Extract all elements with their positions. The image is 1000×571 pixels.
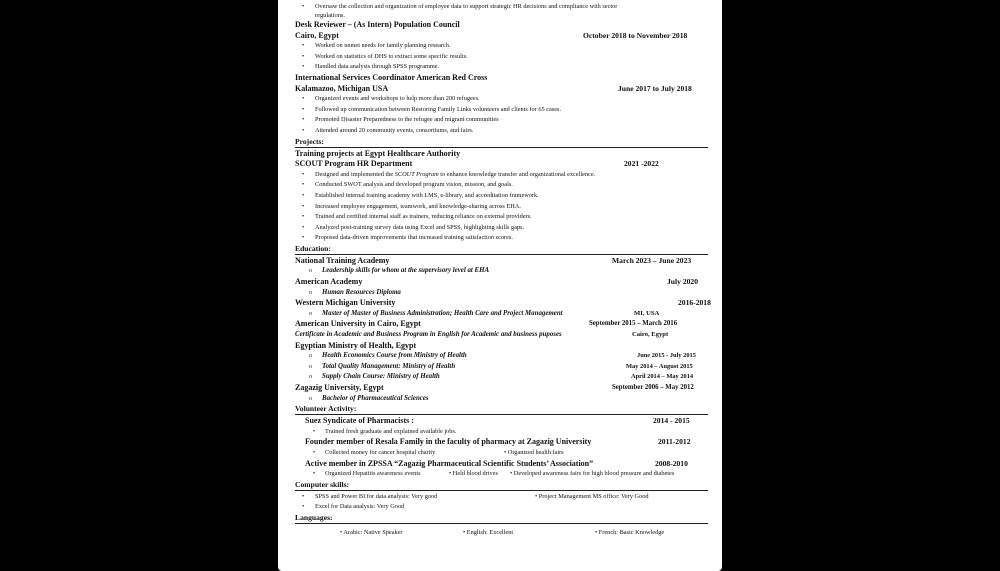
text: • Held blood drives xyxy=(449,470,498,478)
education-course xyxy=(295,362,708,373)
text: Western Michigan University xyxy=(295,298,396,308)
volunteer-row xyxy=(295,416,708,427)
job-title xyxy=(295,20,708,31)
text: Trained and certified internal staff as trainers, reducing reliance on external providers. xyxy=(315,213,532,221)
text: Bachelor of Pharmaceutical Sciences xyxy=(322,394,429,402)
text: Suez Syndicate of Pharmacists : xyxy=(305,416,414,426)
education-program xyxy=(295,266,708,277)
volunteer-row xyxy=(295,437,708,448)
text: Worked on statistics of DHS to extract some specific results. xyxy=(315,52,468,60)
text: 2016-2018 xyxy=(678,298,711,308)
list-item xyxy=(295,94,708,105)
text: American University in Cairo, Egypt xyxy=(295,319,421,329)
list-item xyxy=(295,62,708,73)
list-item xyxy=(295,223,708,234)
education-program xyxy=(295,288,708,299)
text: Analyzed post-training survey data using Excel and SPSS, highlighting skills gaps. xyxy=(315,223,525,231)
text: Master of Master of Business Administration; Health Care and Project Management xyxy=(322,309,563,317)
list-item xyxy=(295,191,708,202)
text: Handled data analysis through SPSS programme. xyxy=(315,63,440,71)
project-group-title xyxy=(295,149,708,160)
text: Education: xyxy=(295,243,331,253)
list-item xyxy=(295,41,708,52)
text: 2014 - 2015 xyxy=(653,416,690,426)
list-item xyxy=(295,202,708,213)
languages-row xyxy=(295,525,708,541)
resume-page xyxy=(278,0,722,571)
text: American Academy xyxy=(295,277,363,287)
text: Conducted SWOT analysis and developed program vision, mission, and goals. xyxy=(315,181,513,189)
text: Health Economics Course from Ministry of Health xyxy=(322,352,467,360)
text: National Training Academy xyxy=(295,255,390,265)
text: Languages: xyxy=(295,512,333,522)
education-certificate xyxy=(295,330,708,341)
text: Oversaw the collection and organization of employee data to support strategic HR decisions and compliance with sector xyxy=(315,3,618,10)
text: • Project Management MS office: Very Good xyxy=(535,492,649,500)
education-row xyxy=(295,277,708,288)
text: Trained fresh graduate and explained available jobs. xyxy=(325,427,457,435)
text: Active member in ZPSSA “Zagazig Pharmaceutical Scientific Students’ Association” xyxy=(305,458,594,468)
project-title-row xyxy=(295,159,708,170)
text: Founder member of Resala Family in the faculty of pharmacy at Zagazig University xyxy=(305,437,592,447)
text: Volunteer Activity: xyxy=(295,404,357,414)
section-heading-volunteer xyxy=(295,404,708,415)
text: March 2023 – June 2023 xyxy=(612,255,692,265)
text: Organized Hepatitis awareness events xyxy=(325,470,421,478)
volunteer-row xyxy=(295,459,708,470)
education-course xyxy=(295,351,708,362)
job-title xyxy=(295,73,708,84)
text: Promoted Disaster Preparedness to the refugee and migrant communities xyxy=(315,116,499,124)
list-item xyxy=(295,492,708,503)
text: September 2015 – March 2016 xyxy=(589,320,678,328)
job-location-row xyxy=(295,84,708,95)
text: to enhance knowledge transfer and organizational excellence. xyxy=(438,170,596,178)
text: SCOUT Program HR Department xyxy=(295,159,413,169)
text: September 2006 – May 2012 xyxy=(612,384,694,391)
resume-content xyxy=(295,2,711,541)
text: Leadership skills for whom at the supervisory level at EHA xyxy=(322,267,490,275)
list-item xyxy=(295,448,708,459)
list-item xyxy=(295,105,708,116)
list-item-continuation xyxy=(295,11,708,20)
list-item xyxy=(295,2,708,11)
text: October 2018 to November 2018 xyxy=(583,30,688,40)
education-course xyxy=(295,372,708,383)
list-item xyxy=(295,427,708,438)
text: • Organized health fairs xyxy=(504,448,564,456)
text: Projects: xyxy=(295,136,324,146)
list-item xyxy=(295,212,708,223)
list-item xyxy=(295,233,708,244)
text: Total Quality Management: Ministry of Health xyxy=(322,362,456,370)
section-heading-computer-skills xyxy=(295,480,708,491)
education-row xyxy=(295,256,708,267)
text: Established internal training academy with LMS, e-library, and accreditation framework. xyxy=(315,191,539,199)
language-item: • French: Basic Knowledge xyxy=(595,528,665,536)
list-item xyxy=(295,52,708,63)
section-heading-education xyxy=(295,244,708,255)
text: Organized events and workshops to help more than 200 refugees. xyxy=(315,95,480,103)
education-program xyxy=(295,394,708,405)
text: Supply Chain Course: Ministry of Health xyxy=(322,373,440,381)
text: Cairo, Egypt xyxy=(632,331,669,339)
text: July 2020 xyxy=(667,277,699,287)
text: Proposed data-driven improvements that increased training satisfaction scores. xyxy=(315,234,513,242)
text: 2008-2010 xyxy=(655,458,688,468)
language-item: • English: Excellent xyxy=(463,528,514,536)
text: Human Resources Diploma xyxy=(322,288,401,296)
text: Training projects at Egypt Healthcare Authority xyxy=(295,148,461,158)
text: Cairo, Egypt xyxy=(295,30,339,40)
text: Worked on unmet needs for family planning research. xyxy=(315,42,451,50)
text: April 2014 – May 2014 xyxy=(631,373,694,381)
text: Kalamazoo, Michigan USA xyxy=(295,83,389,93)
list-item xyxy=(295,469,708,480)
text: Designed and implemented the xyxy=(315,170,395,178)
text: regulations. xyxy=(315,12,345,19)
text: Egyptian Ministry of Health, Egypt xyxy=(295,340,417,350)
text: International Services Coordinator American Red Cross xyxy=(295,72,488,82)
text: Computer skills: xyxy=(295,479,350,489)
text: 2011-2012 xyxy=(658,437,691,447)
text: June 2017 to July 2018 xyxy=(618,83,692,93)
text: Attended around 20 community events, consortiums, and fairs. xyxy=(315,126,474,134)
list-item xyxy=(295,180,708,191)
text: SPSS and Power BI for data analysis: Very good xyxy=(315,492,438,500)
text: Increased employee engagement, teamwork, and knowledge-sharing across EHA. xyxy=(315,202,521,210)
text: Excel for Data analysis: Very Good xyxy=(315,503,405,511)
education-row xyxy=(295,319,708,330)
text: Collected money for cancer hospital charity xyxy=(325,448,436,456)
list-item xyxy=(295,170,708,181)
section-heading-languages xyxy=(295,513,708,524)
text: Desk Reviewer – (As Intern) Population Council xyxy=(295,20,460,29)
list-item xyxy=(295,115,708,126)
text: June 2015 - July 2015 xyxy=(637,352,696,360)
list-item xyxy=(295,126,708,137)
text: 2021 -2022 xyxy=(624,159,659,169)
text: Followed up communication between Restoring Family Links volunteers and clients for 65 cases. xyxy=(315,105,562,113)
language-item: • Arabic: Native Speaker xyxy=(340,528,403,536)
text: Zagazig University, Egypt xyxy=(295,383,384,392)
text: Certificate in Academic and Business Program in English for Academic and business puposes xyxy=(295,331,562,339)
text: MI, USA xyxy=(634,309,660,317)
job-location-row xyxy=(295,31,708,42)
text: SCOUT Program xyxy=(394,170,439,178)
education-row xyxy=(295,341,708,352)
education-row xyxy=(295,383,708,394)
list-item xyxy=(295,502,708,513)
education-program xyxy=(295,309,708,320)
section-heading-projects xyxy=(295,137,708,148)
text: • Developed awareness fairs for high blood pressure and diabetes xyxy=(510,470,675,478)
education-row xyxy=(295,298,711,309)
text: May 2014 – August 2015 xyxy=(626,362,693,370)
